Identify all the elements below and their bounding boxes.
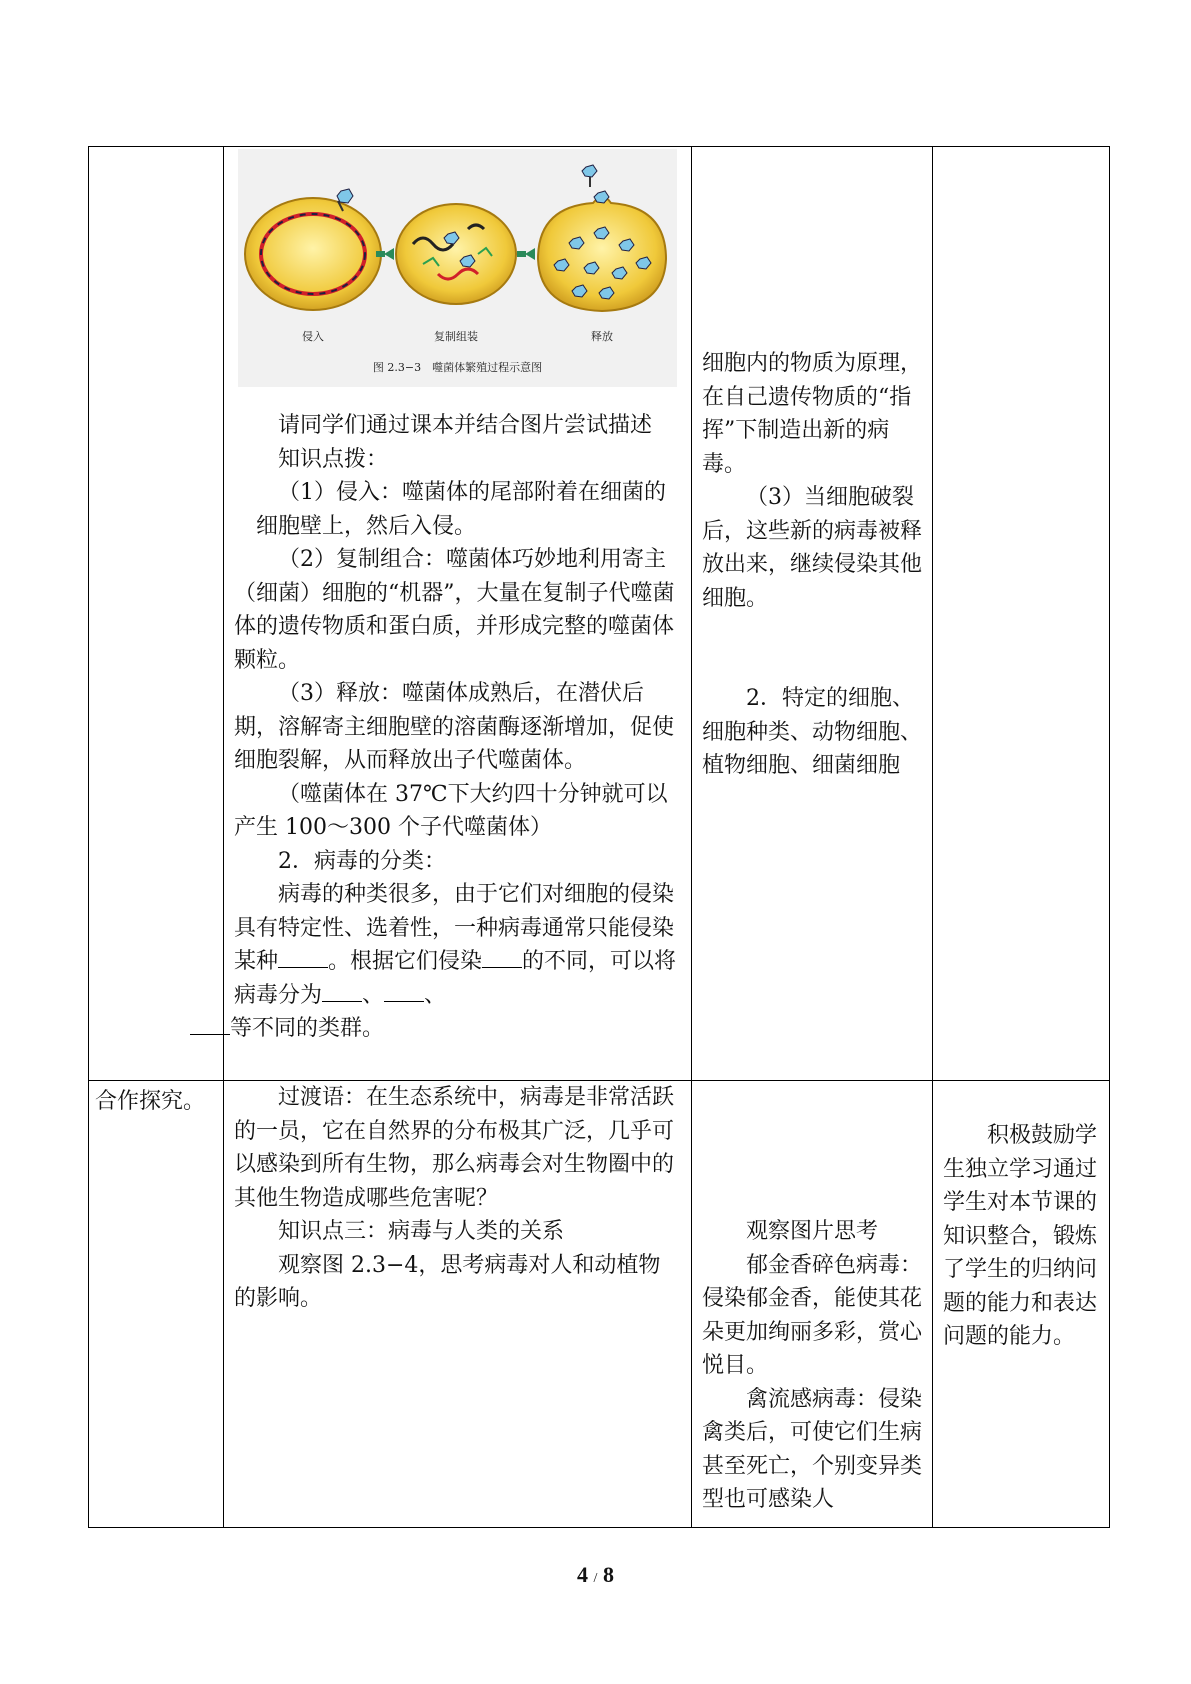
stage-label: 释放 xyxy=(591,330,613,343)
lesson-table xyxy=(88,146,1110,1528)
observe-text: 观察图 2.3−4，思考病毒对人和动植物的影响。 xyxy=(234,1252,661,1311)
classify-title: 2．病毒的分类： xyxy=(278,848,446,874)
transition-text: 过渡语：在生态系统中，病毒是非常活跃的一员，它在自然界的分布极其广泛，几乎可以感染到所有生物，那么病毒会对生物圈中的其他生物造成哪些危害呢？ xyxy=(234,1085,675,1211)
row1-col2 xyxy=(224,147,692,1081)
row2-col1: 合作探究。 xyxy=(89,1081,224,1528)
step-replicate: （2）复制组合：噬菌体巧妙地利用寄主（细菌）细胞的“机器”，大量在复制子代噬菌体的遗传物质和蛋白质，并形成完整的噬菌体颗粒。 xyxy=(234,547,675,673)
row1-col3 xyxy=(692,147,933,1081)
arrow-icon xyxy=(525,248,535,260)
answer-blank[interactable] xyxy=(322,979,362,1002)
arrow-icon xyxy=(384,248,394,260)
row1-col4 xyxy=(933,147,1110,1081)
col3-avian-flu: 禽流感病毒：侵染禽类后，可使它们生病甚至死亡，个别变异类型也可感染人 xyxy=(702,1386,923,1512)
intro-text: 请同学们通过课本并结合图片尝试描述 xyxy=(278,413,653,438)
answer-blank[interactable] xyxy=(190,1012,230,1035)
cell-replication xyxy=(396,204,516,304)
table-row xyxy=(89,1081,1110,1528)
col3-observe: 观察图片思考 xyxy=(746,1219,879,1244)
phage-note: （噬菌体在 37℃下大约四十分钟就可以产生 100～300 个子代噬菌体） xyxy=(234,781,668,840)
stage-label: 复制组装 xyxy=(434,330,478,343)
table-row xyxy=(89,147,1110,1081)
stage-label: 侵入 xyxy=(302,330,324,343)
row2-col4 xyxy=(933,1081,1110,1528)
classify-text: 病毒的种类很多，由于它们对细胞的侵染具有特定性、选着性，一种病毒通常只能侵染某种 。根据它们侵染 的不同，可以将病毒分为 、 、 等不同的类群。 xyxy=(234,878,681,1046)
step-invade: （1）侵入：噬菌体的尾部附着在细菌的细胞壁上，然后入侵。 xyxy=(256,480,666,539)
cell-invasion xyxy=(245,189,381,310)
row2-col3 xyxy=(692,1081,933,1528)
knowledge-point-3: 知识点三：病毒与人类的关系 xyxy=(278,1219,565,1244)
answer-blank[interactable] xyxy=(384,979,424,1002)
row2-col2 xyxy=(224,1081,692,1528)
answer-blank[interactable] xyxy=(278,945,328,968)
arrow-icon xyxy=(376,251,385,257)
step-release: （3）释放：噬菌体成熟后，在潜伏后期，溶解寄主细胞壁的溶菌酶逐渐增加，促使细胞裂解，从而释放出子代噬菌体。 xyxy=(234,681,675,773)
cell-release xyxy=(538,165,666,311)
col3-text-1: 细胞内的物质为原理，在自己遗传物质的“指挥”下制造出新的病毒。 xyxy=(702,351,923,477)
tip-title: 知识点拨： xyxy=(278,446,389,472)
answer-blank[interactable] xyxy=(482,945,522,968)
row1-col1 xyxy=(89,147,224,1081)
col3-tulip: 郁金香碎色病毒：侵染郁金香，能使其花朵更加绚丽多彩，赏心悦目。 xyxy=(702,1252,923,1378)
col3-text-3: 2．特定的细胞、细胞种类、动物细胞、植物细胞、细菌细胞 xyxy=(702,686,923,778)
col4-design-intent: 积极鼓励学生独立学习通过学生对本节课的知识整合，锻炼了学生的归纳问题的能力和表达问题的能力。 xyxy=(943,1123,1098,1349)
page-number: 4 / 8 xyxy=(577,1562,614,1587)
arrow-icon xyxy=(517,251,526,257)
col3-text-2: （3）当细胞破裂后，这些新的病毒被释放出来，继续侵染其他细胞。 xyxy=(702,485,923,611)
phage-figure xyxy=(238,149,677,387)
figure-caption: 图 2.3−3 噬菌体繁殖过程示意图 xyxy=(372,361,543,374)
